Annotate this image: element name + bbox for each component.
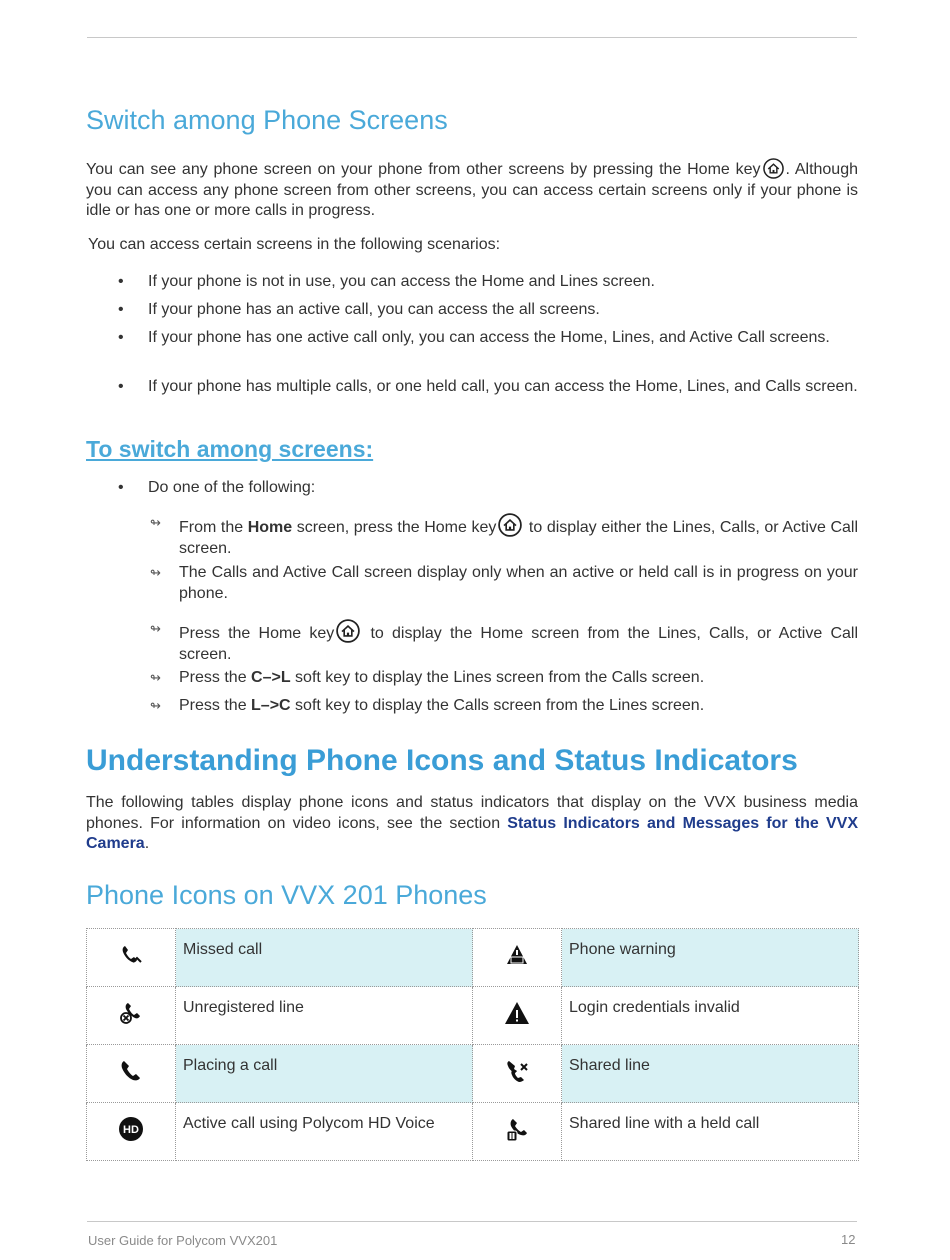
table-row [87,1045,859,1103]
step-arrow-icon: ↬ [150,670,161,685]
chapter-title: Understanding Phone Icons and Status Indicators [86,744,798,777]
icon-cell [473,987,562,1045]
table-row [87,929,859,987]
icons-intro-paragraph: The following tables display phone icons and status indicators that display on the VVX business media phones. For information on video icons, see the section Status Indicators and Messages for the VVX Camera. [86,794,858,852]
icon-cell [473,929,562,987]
handset-icon [118,1058,144,1084]
procedure-step: Press the C–>L soft key to display the Lines screen from the Calls screen. [179,669,705,686]
procedure-step: Press the L–>C soft key to display the Calls screen from the Lines screen. [179,697,705,714]
step-arrow-icon: ↬ [150,565,161,580]
status-indicators-link[interactable]: Status Indicators and Messages for the VVX Camera [86,814,858,852]
shared-line-icon [504,1058,530,1084]
icon-label: Phone warning [562,929,859,987]
icon-label: Login credentials invalid [562,987,859,1045]
bullet-dot: • [118,378,124,395]
icon-label: Unregistered line [176,987,473,1045]
home-key-icon [498,513,522,537]
phone-warning-icon [504,942,530,968]
icon-cell [87,1045,176,1103]
icon-cell [87,987,176,1045]
icon-label: Shared line with a held call [562,1103,859,1161]
missed-call-icon [118,942,144,968]
unregistered-line-icon [118,1000,144,1026]
icon-cell [473,1045,562,1103]
bullet-dot: • [118,479,124,496]
step-arrow-icon: ↬ [150,698,161,713]
scenario-item: If your phone has one active call only, you can access the Home, Lines, and Active Call screens. [148,329,830,346]
phone-icons-table [86,928,859,1161]
icon-label: Missed call [176,929,473,987]
procedure-title: To switch among screens: [86,436,374,462]
icon-label: Active call using Polycom HD Voice [176,1103,473,1161]
table-title: Phone Icons on VVX 201 Phones [86,880,487,910]
scenario-item: If your phone has an active call, you can access the all screens. [148,301,600,318]
home-key-icon [336,619,360,643]
intro-paragraph [86,158,858,222]
scenario-item: If your phone is not in use, you can access the Home and Lines screen. [148,273,655,290]
icon-cell [87,929,176,987]
step-arrow-icon: ↬ [150,621,161,636]
shared-line-held-icon [504,1116,530,1142]
intro-text-b: . Although you can access any phone screen from other screens, you can access certain screens only if your phone is idle or has one or more calls in progress. [86,161,859,219]
procedure-step: The Calls and Active Call screen display only when an active or held call is in progress on your phone. [179,564,858,602]
icon-label: Shared line [562,1045,859,1103]
icon-cell [87,1103,176,1161]
footer-rule [87,1221,857,1222]
page-number: 12 [841,1232,856,1247]
table-row [87,987,859,1045]
procedure-step: From the Home screen, press the Home key to display either the Lines, Calls, or Active Call screen. [179,513,858,559]
section-title: Switch among Phone Screens [86,105,448,135]
bullet-dot: • [118,301,124,318]
hd-voice-icon [118,1116,144,1142]
procedure-bullet: Do one of the following: [148,479,316,496]
footer-title: User Guide for Polycom VVX201 [88,1233,278,1248]
table-row [87,1103,859,1161]
header-rule [87,37,857,38]
icon-cell [473,1103,562,1161]
icon-label: Placing a call [176,1045,473,1103]
bullet-dot: • [118,273,124,290]
home-key-icon [763,158,784,179]
step-arrow-icon: ↬ [150,515,161,530]
scenario-item: If your phone has multiple calls, or one held call, you can access the Home, Lines, and Calls screen. [148,378,858,395]
intro-text-a: You can see any phone screen on your phone from other screens by pressing the Home key [86,161,761,178]
procedure-step: Press the Home key to display the Home screen from the Lines, Calls, or Active Call screen. [179,619,858,665]
warning-triangle-icon [504,1000,530,1026]
bullet-dot: • [118,329,124,346]
scenarios-intro: You can access certain screens in the following scenarios: [88,236,501,253]
svg-text:HD: HD [123,1124,139,1136]
